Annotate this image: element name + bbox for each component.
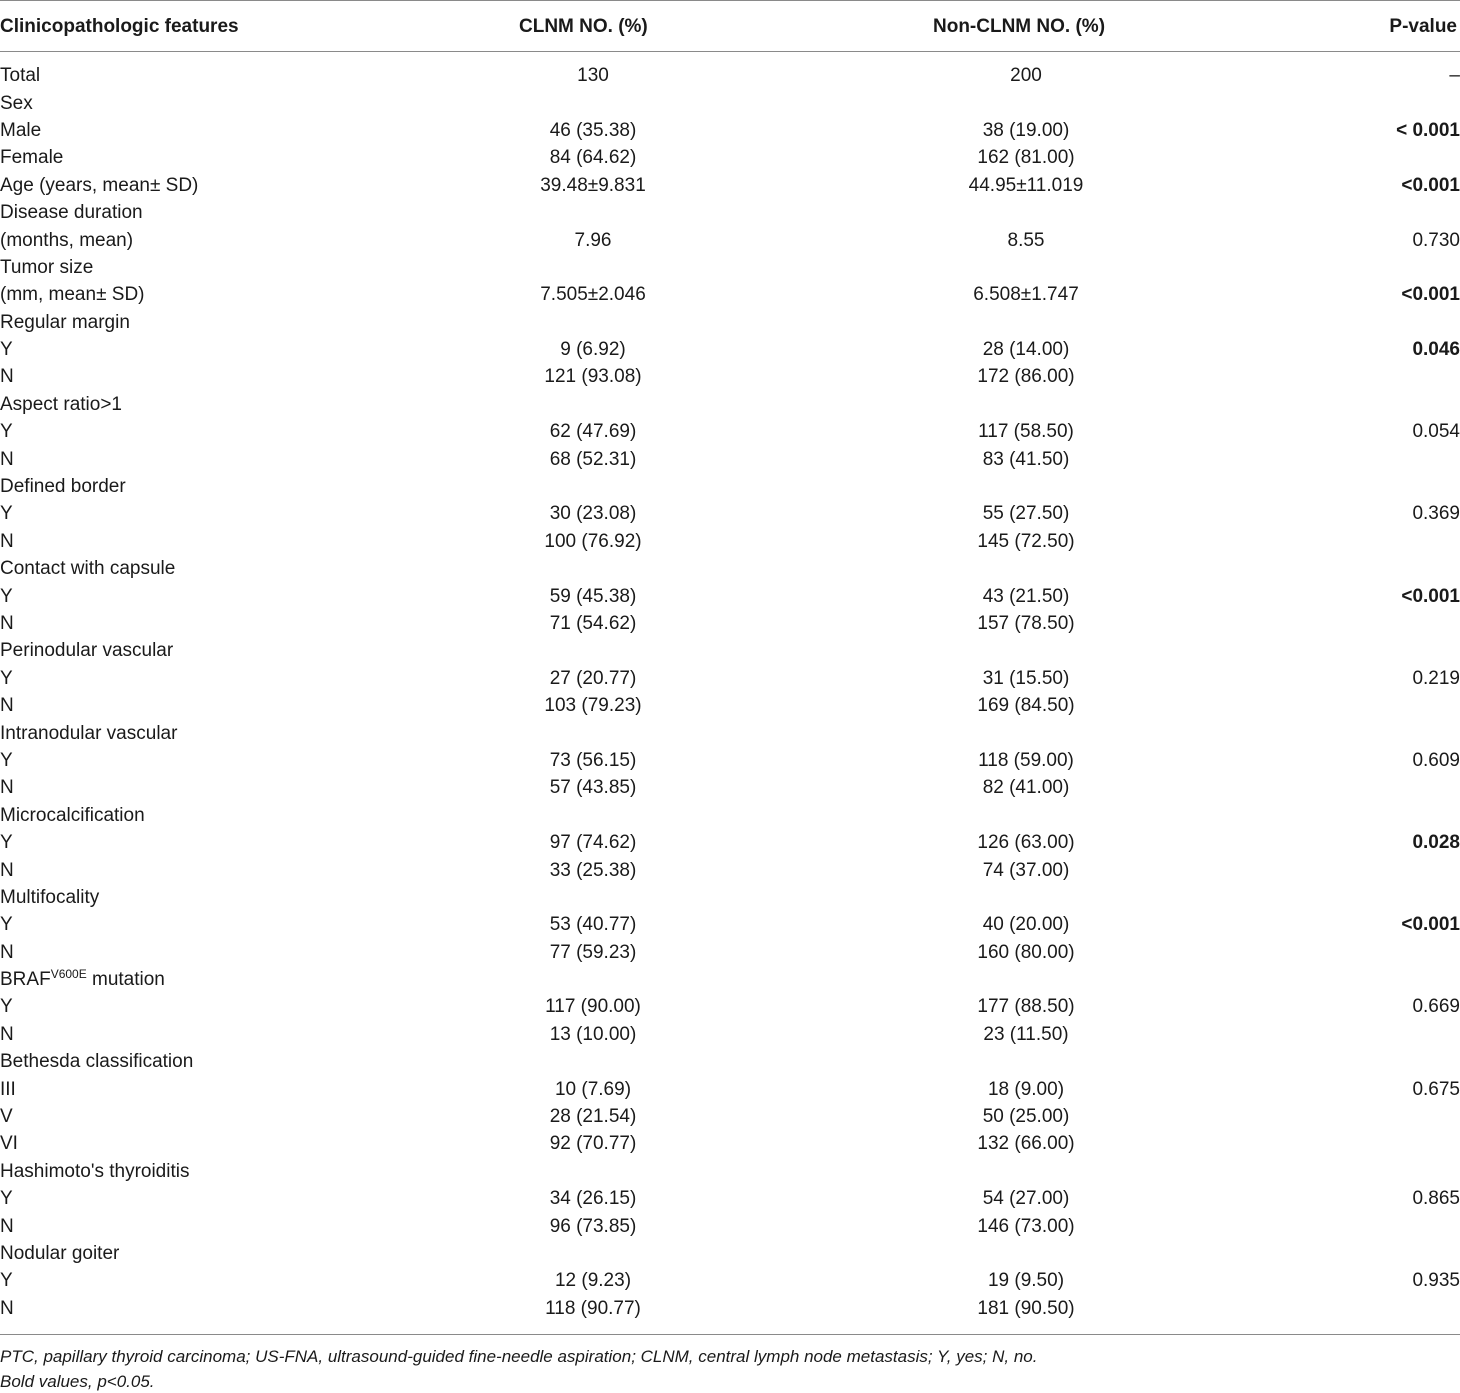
p-value <box>1296 1130 1460 1157</box>
table-row <box>0 1267 1460 1294</box>
table-row <box>0 117 1460 144</box>
row-label: Male <box>0 119 42 141</box>
row-label: Y <box>0 1270 13 1292</box>
non-clnm-value <box>756 1158 1296 1185</box>
clnm-value <box>430 254 756 281</box>
row-label: Hashimoto's thyroiditis <box>0 1160 190 1182</box>
clnm-value <box>430 1240 756 1267</box>
header-p-value: P-value <box>1389 16 1457 37</box>
table-row <box>0 884 1460 911</box>
clnm-value: 62 (47.69) <box>549 421 637 443</box>
p-value: 0.609 <box>1412 749 1460 771</box>
p-value <box>1296 966 1460 993</box>
row-label: Sex <box>0 92 33 114</box>
p-value <box>1296 1212 1460 1239</box>
clnm-value: 12 (9.23) <box>554 1270 632 1292</box>
data-table <box>0 62 1460 1322</box>
table-row <box>0 199 1460 226</box>
table-row <box>0 637 1460 664</box>
row-label: N <box>0 859 14 881</box>
non-clnm-value: 146 (73.00) <box>977 1215 1075 1237</box>
clnm-value <box>430 391 756 418</box>
row-label: Y <box>0 585 13 607</box>
p-value: <0.001 <box>1401 284 1460 306</box>
non-clnm-value: 28 (14.00) <box>982 339 1070 361</box>
table-row <box>0 582 1460 609</box>
non-clnm-value: 177 (88.50) <box>977 996 1075 1018</box>
non-clnm-value: 160 (80.00) <box>977 941 1075 963</box>
non-clnm-value: 118 (59.00) <box>978 749 1074 771</box>
table-row <box>0 939 1460 966</box>
non-clnm-value: 6.508±1.747 <box>973 284 1079 306</box>
p-value <box>1296 199 1460 226</box>
p-value: 0.669 <box>1412 996 1460 1018</box>
p-value <box>1296 528 1460 555</box>
clnm-value: 39.48±9.831 <box>540 174 646 196</box>
p-value <box>1296 89 1460 116</box>
footnote-abbreviations: PTC, papillary thyroid carcinoma; US-FNA, ultrasound-guided fine-needle aspiration; CLNM, central lymph node metastasis; Y, yes; N, no. <box>0 1347 1038 1366</box>
non-clnm-value <box>756 802 1296 829</box>
table-bottom-rule <box>0 1334 1460 1335</box>
row-label: Multifocality <box>0 886 100 908</box>
table-row <box>0 500 1460 527</box>
p-value <box>1296 309 1460 336</box>
p-value <box>1296 1295 1460 1322</box>
table-header-rule <box>0 51 1460 52</box>
p-value <box>1296 555 1460 582</box>
table-row <box>0 966 1460 993</box>
clnm-value: 118 (90.77) <box>545 1297 641 1319</box>
clnm-value: 84 (64.62) <box>549 147 637 169</box>
table-row <box>0 1130 1460 1157</box>
row-label: Y <box>0 421 13 443</box>
p-value: 0.219 <box>1412 667 1460 689</box>
clnm-value: 77 (59.23) <box>549 941 637 963</box>
table-row <box>0 802 1460 829</box>
p-value <box>1296 1048 1460 1075</box>
row-label: V <box>0 1106 13 1128</box>
p-value <box>1296 939 1460 966</box>
clnm-value: 121 (93.08) <box>544 366 642 388</box>
row-label: Tumor size <box>0 256 94 278</box>
table-row <box>0 89 1460 116</box>
non-clnm-value <box>756 1240 1296 1267</box>
non-clnm-value <box>756 637 1296 664</box>
row-label: N <box>0 366 14 388</box>
footnote-bold-values: Bold values, p<0.05. <box>0 1372 155 1391</box>
non-clnm-value: 132 (66.00) <box>977 1133 1075 1155</box>
p-value <box>1296 1158 1460 1185</box>
table-row <box>0 309 1460 336</box>
non-clnm-value: 172 (86.00) <box>977 366 1075 388</box>
table-row <box>0 692 1460 719</box>
row-label: N <box>0 1297 14 1319</box>
clnm-value: 7.96 <box>574 229 612 251</box>
table-row <box>0 281 1460 308</box>
clnm-value: 13 (10.00) <box>549 1023 637 1045</box>
row-label: Total <box>0 65 41 87</box>
p-value: <0.001 <box>1401 174 1460 196</box>
p-value <box>1296 445 1460 472</box>
table-row <box>0 1295 1460 1322</box>
non-clnm-value <box>756 254 1296 281</box>
non-clnm-value: 117 (58.50) <box>978 421 1074 443</box>
header-feature: Clinicopathologic features <box>0 16 239 37</box>
row-label: Defined border <box>0 476 126 498</box>
table-row <box>0 473 1460 500</box>
clnm-value: 33 (25.38) <box>549 859 637 881</box>
p-value <box>1296 692 1460 719</box>
table-row <box>0 445 1460 472</box>
clnm-value: 27 (20.77) <box>549 667 637 689</box>
row-label: Y <box>0 749 13 771</box>
p-value <box>1296 1021 1460 1048</box>
table-row <box>0 1212 1460 1239</box>
non-clnm-value <box>756 555 1296 582</box>
table-row <box>0 528 1460 555</box>
clnm-value <box>430 1048 756 1075</box>
row-label: Y <box>0 832 13 854</box>
row-label: VI <box>0 1133 18 1155</box>
p-value: 0.054 <box>1412 421 1460 443</box>
row-label: (months, mean) <box>0 229 134 251</box>
row-label: Aspect ratio>1 <box>0 393 122 415</box>
table-row <box>0 747 1460 774</box>
non-clnm-value <box>756 89 1296 116</box>
row-label: Y <box>0 667 13 689</box>
non-clnm-value: 40 (20.00) <box>982 914 1070 936</box>
clnm-value <box>430 637 756 664</box>
table-row <box>0 719 1460 746</box>
non-clnm-value: 169 (84.50) <box>977 695 1075 717</box>
p-value <box>1296 719 1460 746</box>
row-label: $BRAF^{V600E}$ mutation <box>0 967 165 991</box>
p-value <box>1296 802 1460 829</box>
non-clnm-value: 31 (15.50) <box>982 667 1070 689</box>
non-clnm-value: 157 (78.50) <box>977 613 1075 634</box>
p-value <box>1296 856 1460 883</box>
table-row <box>0 391 1460 418</box>
non-clnm-value: 19 (9.50) <box>987 1270 1065 1292</box>
clnm-value: 10 (7.69) <box>554 1078 632 1100</box>
header-non-clnm: Non-CLNM NO. (%) <box>933 16 1106 37</box>
clnm-value: 30 (23.08) <box>549 503 637 525</box>
gene-variant-superscript: V600E <box>50 967 87 982</box>
table-row <box>0 1185 1460 1212</box>
non-clnm-value: 23 (11.50) <box>983 1023 1069 1045</box>
non-clnm-value <box>756 309 1296 336</box>
non-clnm-value: 181 (90.50) <box>977 1297 1075 1319</box>
p-value <box>1296 1103 1460 1130</box>
row-label: N <box>0 448 14 470</box>
table-row <box>0 144 1460 171</box>
row-label: Y <box>0 914 13 936</box>
p-value: 0.369 <box>1412 503 1460 525</box>
table-row <box>0 856 1460 883</box>
p-value <box>1296 610 1460 637</box>
table-row <box>0 363 1460 390</box>
clnm-value <box>430 966 756 993</box>
non-clnm-value: 38 (19.00) <box>982 119 1070 141</box>
p-value: < 0.001 <box>1396 119 1460 141</box>
clnm-value <box>430 199 756 226</box>
clnm-value: 71 (54.62) <box>549 613 637 634</box>
row-label: N <box>0 1215 14 1237</box>
non-clnm-value <box>756 199 1296 226</box>
clnm-value: 96 (73.85) <box>549 1215 637 1237</box>
row-label: Y <box>0 996 13 1018</box>
non-clnm-value: 126 (63.00) <box>977 832 1075 854</box>
table-row <box>0 774 1460 801</box>
clnm-value: 28 (21.54) <box>549 1106 637 1128</box>
table-row <box>0 1021 1460 1048</box>
table-row <box>0 418 1460 445</box>
p-value <box>1296 1240 1460 1267</box>
clnm-value: 73 (56.15) <box>549 749 637 771</box>
non-clnm-value: 44.95±11.019 <box>968 174 1084 196</box>
row-label: Contact with capsule <box>0 558 176 580</box>
p-value: <0.001 <box>1401 585 1460 607</box>
p-value <box>1296 144 1460 171</box>
row-label: N <box>0 695 14 717</box>
row-label: N <box>0 530 14 552</box>
clnm-value: 103 (79.23) <box>544 695 642 717</box>
non-clnm-value: 82 (41.00) <box>982 777 1070 799</box>
p-value: 0.028 <box>1412 832 1460 854</box>
clnm-value <box>430 309 756 336</box>
row-label: N <box>0 1023 14 1045</box>
non-clnm-value: 50 (25.00) <box>982 1106 1070 1128</box>
row-label: Y <box>0 503 13 525</box>
p-value <box>1296 473 1460 500</box>
table-row <box>0 1075 1460 1102</box>
clnm-value <box>430 719 756 746</box>
clnm-value: 92 (70.77) <box>549 1133 637 1155</box>
non-clnm-value: 162 (81.00) <box>977 147 1075 169</box>
row-label: Y <box>0 339 13 361</box>
clnm-value: 57 (43.85) <box>549 777 637 799</box>
p-value: – <box>1449 65 1460 87</box>
clnm-value: 7.505±2.046 <box>540 284 646 306</box>
table-row <box>0 336 1460 363</box>
p-value: 0.046 <box>1412 339 1460 361</box>
non-clnm-value <box>756 719 1296 746</box>
clnm-value: 130 <box>577 65 609 87</box>
clnm-value: 100 (76.92) <box>544 530 642 552</box>
row-label: Disease duration <box>0 202 143 224</box>
table-row <box>0 62 1460 89</box>
non-clnm-value <box>756 966 1296 993</box>
row-label: N <box>0 941 14 963</box>
non-clnm-value: 200 <box>1010 65 1042 87</box>
non-clnm-value: 43 (21.50) <box>982 585 1070 607</box>
clnm-value: 117 (90.00) <box>545 996 641 1018</box>
non-clnm-value: 8.55 <box>1007 229 1045 251</box>
p-value <box>1296 363 1460 390</box>
row-label: Microcalcification <box>0 804 145 826</box>
non-clnm-value <box>756 1048 1296 1075</box>
table-row <box>0 555 1460 582</box>
p-value: 0.935 <box>1412 1270 1460 1292</box>
table-row <box>0 993 1460 1020</box>
clnm-value <box>430 555 756 582</box>
table-row <box>0 829 1460 856</box>
non-clnm-value: 145 (72.50) <box>977 530 1075 552</box>
non-clnm-value: 54 (27.00) <box>982 1188 1070 1210</box>
non-clnm-value: 18 (9.00) <box>987 1078 1065 1100</box>
p-value: 0.865 <box>1412 1188 1460 1210</box>
clnm-value: 59 (45.38) <box>549 585 637 607</box>
row-label: Nodular goiter <box>0 1242 120 1264</box>
table-row <box>0 1103 1460 1130</box>
clnm-value: 53 (40.77) <box>549 914 637 936</box>
non-clnm-value: 83 (41.50) <box>982 448 1070 470</box>
non-clnm-value <box>756 391 1296 418</box>
row-label: (mm, mean± SD) <box>0 284 145 306</box>
table-row <box>0 1240 1460 1267</box>
table-row <box>0 254 1460 281</box>
table-header <box>0 0 1460 51</box>
p-value: 0.675 <box>1412 1078 1460 1100</box>
clnm-value <box>430 802 756 829</box>
row-label: Intranodular vascular <box>0 722 178 744</box>
p-value <box>1296 884 1460 911</box>
row-label: Y <box>0 1188 13 1210</box>
table-row <box>0 1158 1460 1185</box>
row-label: Perinodular vascular <box>0 640 174 662</box>
p-value <box>1296 774 1460 801</box>
p-value <box>1296 391 1460 418</box>
table-row <box>0 172 1460 199</box>
p-value <box>1296 254 1460 281</box>
non-clnm-value: 74 (37.00) <box>982 859 1070 881</box>
row-label: Age (years, mean± SD) <box>0 174 199 196</box>
clnm-value: 9 (6.92) <box>560 339 626 361</box>
p-value: 0.730 <box>1412 229 1460 251</box>
clnm-value: 46 (35.38) <box>549 119 637 141</box>
p-value: <0.001 <box>1401 914 1460 936</box>
table-body <box>0 62 1460 1322</box>
clnm-value <box>430 473 756 500</box>
table-row <box>0 1048 1460 1075</box>
clnm-value <box>430 89 756 116</box>
row-label: N <box>0 777 14 799</box>
table-row <box>0 610 1460 637</box>
clnm-value: 97 (74.62) <box>549 832 637 854</box>
row-label: N <box>0 613 14 634</box>
table-row <box>0 226 1460 253</box>
clnm-value <box>430 884 756 911</box>
table-row <box>0 911 1460 938</box>
row-label: III <box>0 1078 16 1100</box>
row-label: Female <box>0 147 64 169</box>
non-clnm-value: 55 (27.50) <box>982 503 1070 525</box>
non-clnm-value <box>756 473 1296 500</box>
row-label: Regular margin <box>0 311 130 333</box>
clnm-value <box>430 1158 756 1185</box>
header-clnm: CLNM NO. (%) <box>519 16 648 37</box>
p-value <box>1296 637 1460 664</box>
clnm-value: 34 (26.15) <box>549 1188 637 1210</box>
row-label: Bethesda classification <box>0 1051 194 1073</box>
non-clnm-value <box>756 884 1296 911</box>
table-row <box>0 665 1460 692</box>
clnm-value: 68 (52.31) <box>549 448 637 470</box>
